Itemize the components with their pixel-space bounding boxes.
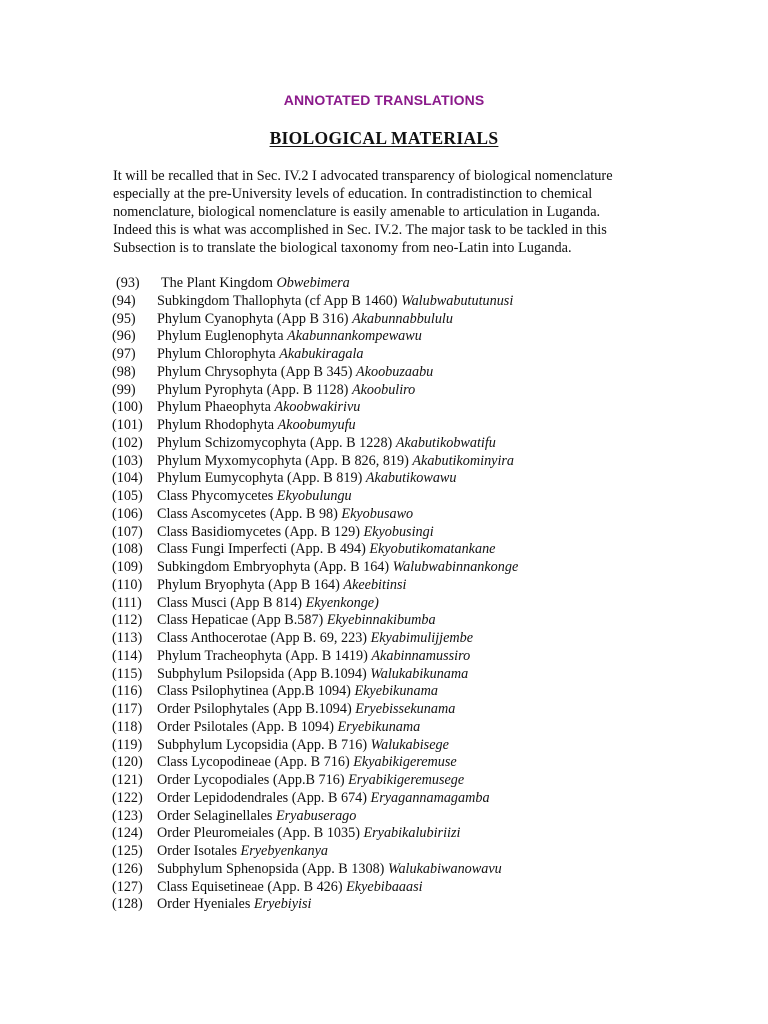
list-item xyxy=(112,808,712,826)
entry-number: (106) xyxy=(112,505,143,522)
entry-luganda-translation: Akabutikobwatifu xyxy=(395,434,496,451)
intro-line: It will be recalled that in Sec. IV.2 I advocated transparency of biological nomenclature xyxy=(113,168,613,184)
list-item xyxy=(112,559,712,577)
entry-term: Phylum Myxomycophyta (App. B 826, 819) xyxy=(157,452,409,469)
list-item xyxy=(112,648,712,666)
entry-number: (107) xyxy=(112,523,143,540)
entry-number: (121) xyxy=(112,772,143,788)
entry-luganda-translation: Ekyobusingi xyxy=(363,523,434,540)
list-item xyxy=(112,666,712,684)
entry-luganda-translation: Eryebikunama xyxy=(337,718,421,735)
entry-term: The Plant Kingdom xyxy=(161,275,273,291)
list-item xyxy=(112,612,712,630)
entry-term: Subkingdom Embryophyta (App. B 164) xyxy=(157,559,390,575)
entry-number: (100) xyxy=(112,399,143,416)
entry-text xyxy=(157,577,406,595)
entry-luganda-translation: Ekyebinnakibumba xyxy=(326,612,436,629)
entry-text xyxy=(157,364,433,382)
entry-term: Order Pleuromeiales (App. B 1035) xyxy=(157,825,360,842)
entry-text xyxy=(157,843,328,861)
list-item xyxy=(112,364,712,382)
intro-line: nomenclature, biological nomenclature is easily amenable to articulation in Luganda. xyxy=(113,204,601,220)
entry-number: (102) xyxy=(112,434,143,451)
list-item xyxy=(112,790,712,808)
entry-term: Phylum Eumycophyta (App. B 819) xyxy=(157,470,363,487)
entry-term: Order Lycopodiales (App.B 716) xyxy=(157,772,345,788)
entry-term: Order Psilophytales (App B.1094) xyxy=(157,701,352,717)
entry-number: (119) xyxy=(112,736,143,753)
entry-luganda-translation: Ekyabikigeremuse xyxy=(353,754,457,771)
intro-line: especially at the pre-University levels of education. In contradistinction to chemical xyxy=(113,186,593,202)
entry-number: (124) xyxy=(112,825,143,842)
entry-luganda-translation: Eryabikigeremusege xyxy=(348,772,465,788)
entry-text xyxy=(157,630,473,648)
entry-number: (127) xyxy=(112,878,143,895)
entry-text xyxy=(157,666,468,684)
entry-term: Class Anthocerotae (App B. 69, 223) xyxy=(157,630,368,646)
list-item xyxy=(112,435,712,453)
entry-luganda-translation: Akoobuliro xyxy=(351,381,416,398)
entry-term: Order Hyeniales xyxy=(157,896,251,913)
entry-text xyxy=(157,417,356,435)
entry-text xyxy=(157,879,423,897)
list-item xyxy=(112,293,712,311)
entry-term: Subphylum Sphenopsida (App. B 1308) xyxy=(157,860,385,877)
list-item xyxy=(112,382,712,400)
entry-number: (109) xyxy=(112,559,143,575)
entry-text xyxy=(157,772,464,790)
entry-text xyxy=(157,488,352,506)
entry-text xyxy=(157,790,490,808)
list-item xyxy=(112,328,712,346)
entry-term: Class Equisetineae (App. B 426) xyxy=(157,878,343,895)
entry-term: Phylum Chrysophyta (App B 345) xyxy=(157,363,353,380)
entry-number: (114) xyxy=(112,647,143,664)
entry-number: (95) xyxy=(112,310,136,327)
entry-luganda-translation: Walukabiwanowavu xyxy=(387,860,502,877)
entry-number: (108) xyxy=(112,541,143,558)
entry-luganda-translation: Akoobumyufu xyxy=(277,417,356,433)
list-item xyxy=(112,506,712,524)
entry-number: (128) xyxy=(112,896,143,913)
entry-text xyxy=(157,861,502,879)
entry-number: (101) xyxy=(112,417,143,433)
entry-term: Phylum Pyrophyta (App. B 1128) xyxy=(157,381,349,398)
list-item xyxy=(112,453,712,471)
entry-text xyxy=(157,453,514,471)
entry-luganda-translation: Walubwabinnankonge xyxy=(392,559,519,575)
entry-text xyxy=(157,737,449,755)
entry-term: Class Psilophytinea (App.B 1094) xyxy=(157,683,351,700)
entry-luganda-translation: Akoobwakirivu xyxy=(274,399,361,416)
entry-number: (104) xyxy=(112,470,143,487)
entry-term: Class Musci (App B 814) xyxy=(157,594,303,611)
entry-luganda-translation: Eryagannamagamba xyxy=(370,789,490,806)
list-item xyxy=(112,595,712,613)
entry-text xyxy=(157,612,436,630)
list-item xyxy=(112,488,712,506)
list-item xyxy=(112,524,712,542)
entry-text xyxy=(157,382,415,400)
list-item xyxy=(112,896,712,914)
list-item xyxy=(112,346,712,364)
entry-luganda-translation: Eryebyenkanya xyxy=(240,843,328,859)
list-item xyxy=(112,311,712,329)
entry-luganda-translation: Eryabikalubiriizi xyxy=(363,825,461,842)
entry-number: (118) xyxy=(112,718,143,735)
list-item xyxy=(112,417,712,435)
entry-luganda-translation: Akoobuzaabu xyxy=(356,363,434,380)
list-item xyxy=(112,825,712,843)
entry-luganda-translation: Ekyobusawo xyxy=(341,505,414,522)
entry-number: (98) xyxy=(112,363,136,380)
list-item xyxy=(112,630,712,648)
list-item xyxy=(112,879,712,897)
entry-number: (103) xyxy=(112,452,143,469)
entry-term: Phylum Tracheophyta (App. B 1419) xyxy=(157,647,368,664)
entry-number: (120) xyxy=(112,754,143,771)
entry-text xyxy=(157,896,311,914)
entry-luganda-translation: Eryabuserago xyxy=(275,807,357,824)
entry-luganda-translation: Ekyenkonge) xyxy=(305,594,379,611)
entry-luganda-translation: Obwebimera xyxy=(276,275,350,291)
list-item xyxy=(112,683,712,701)
list-item xyxy=(112,541,712,559)
entry-text xyxy=(157,808,356,826)
entry-number: (110) xyxy=(112,576,143,593)
entry-term: Phylum Cyanophyta (App B 316) xyxy=(157,310,349,327)
entry-text xyxy=(157,470,457,488)
entry-number: (123) xyxy=(112,807,143,824)
entry-text xyxy=(157,346,364,364)
entry-term: Phylum Rhodophyta xyxy=(157,417,275,433)
entry-text xyxy=(157,399,360,417)
entry-text xyxy=(157,701,455,719)
intro-line: Indeed this is what was accomplished in Sec. IV.2. The major task to be tackled in this xyxy=(113,222,607,238)
entry-number: (97) xyxy=(112,346,136,362)
entry-text xyxy=(157,825,460,843)
list-item xyxy=(112,737,712,755)
list-item xyxy=(112,399,712,417)
entry-luganda-translation: Ekyobutikomatankane xyxy=(369,541,496,558)
entry-number: (112) xyxy=(112,612,143,629)
entry-text xyxy=(157,719,420,737)
entry-text xyxy=(157,293,513,311)
entry-number: (122) xyxy=(112,789,143,806)
entry-text xyxy=(157,595,379,613)
list-item xyxy=(112,275,712,293)
entry-number: (111) xyxy=(112,594,142,611)
entry-luganda-translation: Walukabikunama xyxy=(370,665,469,682)
entry-luganda-translation: Walukabisege xyxy=(370,736,449,753)
entry-number: (115) xyxy=(112,665,143,682)
entry-term: Phylum Bryophyta (App B 164) xyxy=(157,576,340,593)
entry-term: Phylum Phaeophyta xyxy=(157,399,271,416)
entry-number: (117) xyxy=(112,701,143,717)
intro-paragraph xyxy=(113,167,673,257)
entry-luganda-translation: Akabukiragala xyxy=(279,346,364,362)
entry-luganda-translation: Ekyobulungu xyxy=(276,488,352,504)
entry-text xyxy=(157,683,438,701)
entry-number: (96) xyxy=(112,328,136,345)
entry-luganda-translation: Ekyebibaaasi xyxy=(346,878,423,895)
list-item xyxy=(112,577,712,595)
entry-text xyxy=(157,311,453,329)
list-item xyxy=(112,719,712,737)
entry-term: Subphylum Psilopsida (App B.1094) xyxy=(157,665,367,682)
entry-text xyxy=(157,648,470,666)
entry-term: Subphylum Lycopsidia (App. B 716) xyxy=(157,736,368,753)
section-heading: ANNOTATED TRANSLATIONS xyxy=(283,92,485,108)
entry-term: Class Lycopodineae (App. B 716) xyxy=(157,754,350,771)
entry-number: (94) xyxy=(112,292,136,309)
entry-term: Phylum Chlorophyta xyxy=(157,346,276,362)
entry-text xyxy=(157,328,422,346)
entry-term: Class Hepaticae (App B.587) xyxy=(157,612,324,629)
entry-text xyxy=(157,524,434,542)
entry-text xyxy=(157,506,413,524)
page-title: BIOLOGICAL MATERIALS xyxy=(269,128,499,148)
entry-luganda-translation: Eryebissekunama xyxy=(355,701,456,717)
entry-term: Order Lepidodendrales (App. B 674) xyxy=(157,789,367,806)
entry-number: (99) xyxy=(112,381,136,398)
list-item xyxy=(112,772,712,790)
list-item xyxy=(112,843,712,861)
list-item xyxy=(112,754,712,772)
entry-term: Order Psilotales (App. B 1094) xyxy=(157,718,334,735)
entry-luganda-translation: Akabutikominyira xyxy=(412,452,515,469)
entry-luganda-translation: Akabunnabbululu xyxy=(352,310,453,327)
entry-term: Class Basidiomycetes (App. B 129) xyxy=(157,523,360,540)
entry-number: (116) xyxy=(112,683,143,700)
entry-number: (105) xyxy=(112,488,143,504)
entry-number: (125) xyxy=(112,843,143,859)
entry-text xyxy=(161,275,350,293)
taxonomy-list xyxy=(112,275,712,914)
entry-text xyxy=(157,754,457,772)
entry-luganda-translation: Akeebitinsi xyxy=(343,576,407,593)
entry-term: Subkingdom Thallophyta (cf App B 1460) xyxy=(157,292,398,309)
intro-line: Subsection is to translate the biological taxonomy from neo-Latin into Luganda. xyxy=(113,240,572,256)
entry-luganda-translation: Akabunnankompewawu xyxy=(287,328,422,345)
entry-term: Order Selaginellales xyxy=(157,807,273,824)
entry-text xyxy=(157,435,496,453)
entry-number: (126) xyxy=(112,860,143,877)
entry-luganda-translation: Ekyabimulijjembe xyxy=(370,630,474,646)
entry-term: Class Ascomycetes (App. B 98) xyxy=(157,505,338,522)
list-item xyxy=(112,861,712,879)
entry-number: (113) xyxy=(112,630,143,646)
entry-text xyxy=(157,541,495,559)
entry-luganda-translation: Akabinnamussiro xyxy=(371,647,471,664)
entry-number: (93) xyxy=(116,275,140,291)
list-item xyxy=(112,470,712,488)
entry-text xyxy=(157,559,518,577)
entry-term: Phylum Schizomycophyta (App. B 1228) xyxy=(157,434,393,451)
entry-luganda-translation: Ekyebikunama xyxy=(354,683,438,700)
list-item xyxy=(112,701,712,719)
entry-term: Class Fungi Imperfecti (App. B 494) xyxy=(157,541,366,558)
entry-luganda-translation: Eryebiyisi xyxy=(253,896,312,913)
entry-term: Phylum Euglenophyta xyxy=(157,328,284,345)
entry-luganda-translation: Walubwabututunusi xyxy=(401,292,514,309)
entry-luganda-translation: Akabutikowawu xyxy=(365,470,457,487)
entry-term: Class Phycomycetes xyxy=(157,488,274,504)
entry-term: Order Isotales xyxy=(157,843,237,859)
